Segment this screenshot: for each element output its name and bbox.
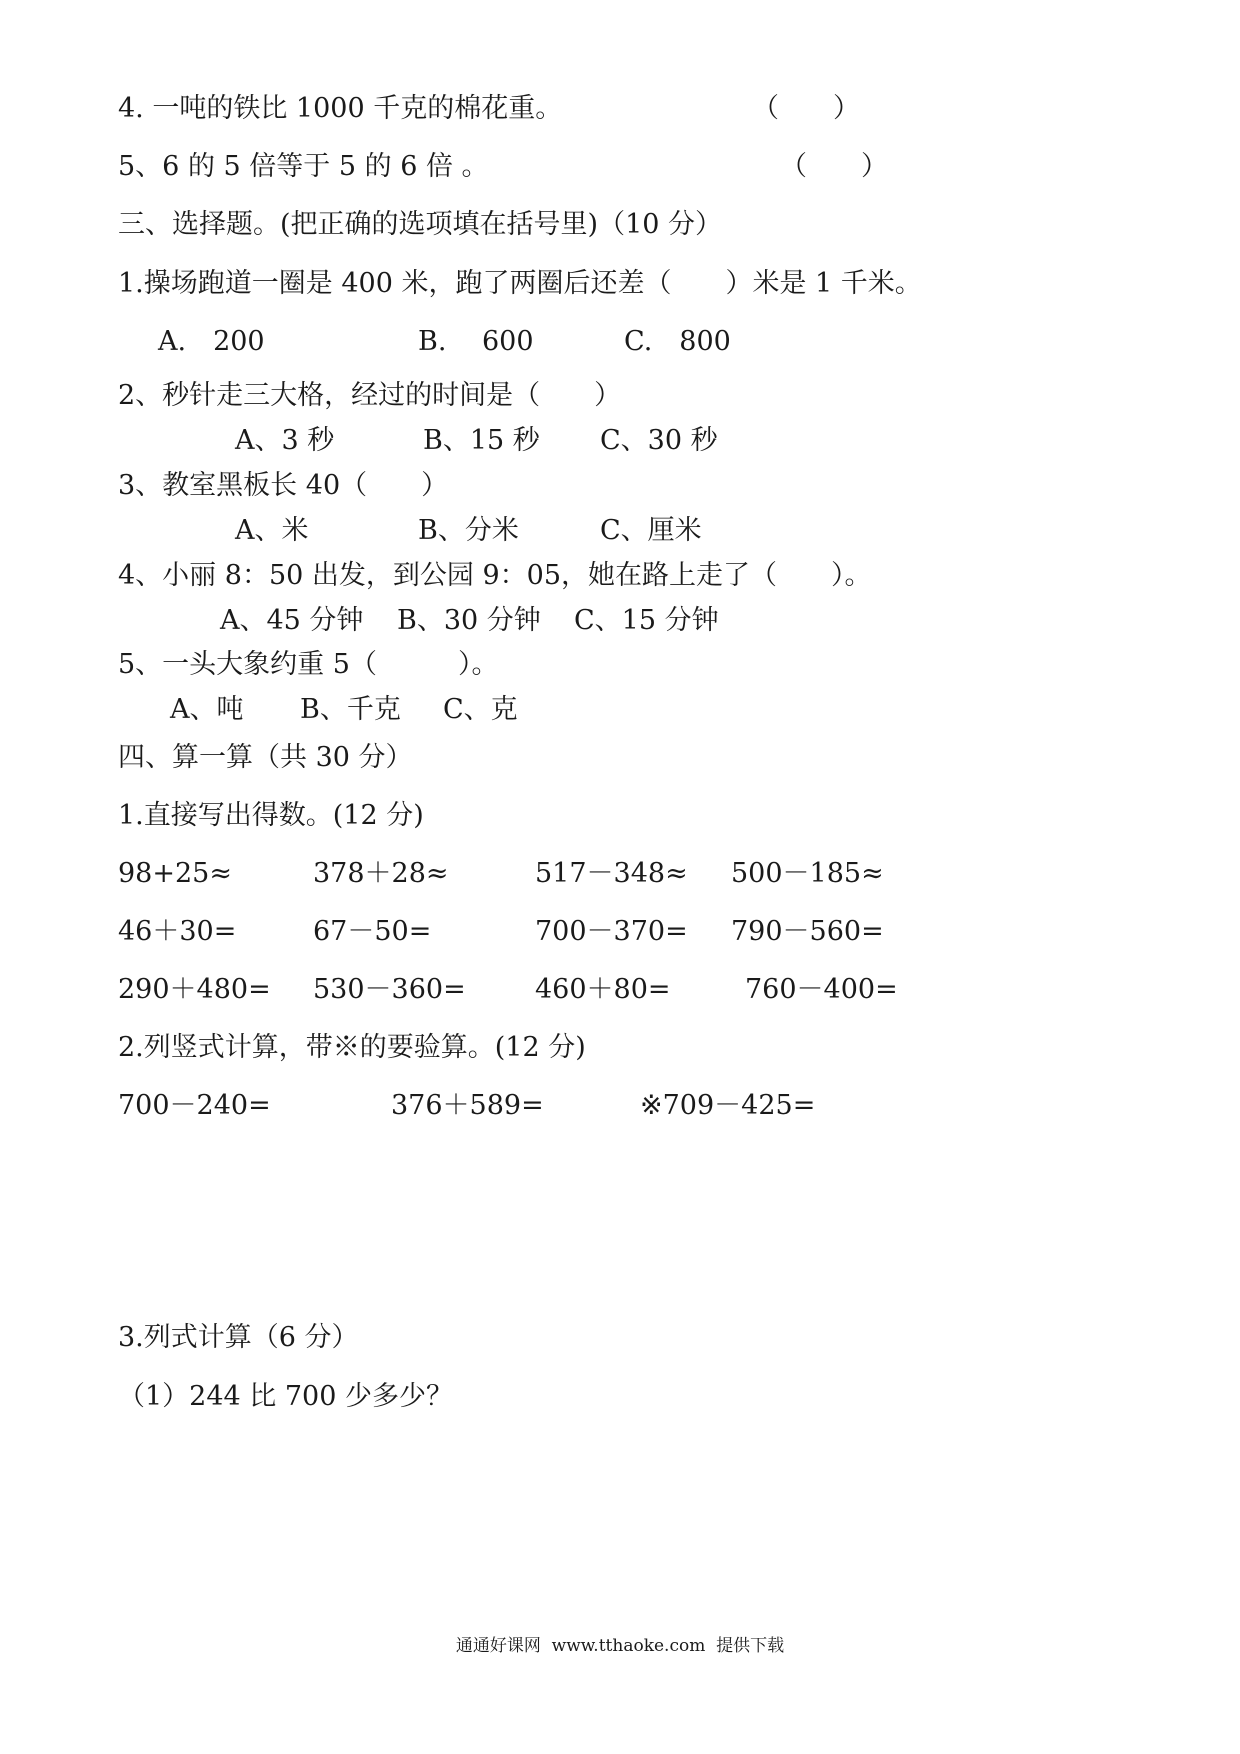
option-c: C、厘米 xyxy=(600,515,702,546)
option-a: A、米 xyxy=(235,515,309,546)
option-b: B、30 分钟 xyxy=(397,605,541,636)
expression: 530－360= xyxy=(313,974,466,1005)
answer-bracket: （ ） xyxy=(752,93,860,124)
expression: 517－348≈ xyxy=(535,858,688,889)
expression: 460＋80= xyxy=(535,974,671,1005)
expression: 376＋589= xyxy=(391,1090,544,1121)
section-heading-calc: 四、算一算（共 30 分） xyxy=(118,742,413,773)
option-b: B、千克 xyxy=(300,694,401,725)
option-c: C. 800 xyxy=(624,326,731,357)
calc-part3-title: 3.列式计算（6 分） xyxy=(118,1322,359,1353)
judge-question-5-text: 5、6 的 5 倍等于 5 的 6 倍 。 xyxy=(118,151,489,182)
option-a: A、3 秒 xyxy=(235,425,335,456)
option-c: C、克 xyxy=(443,694,518,725)
page-footer: 通通好课网 www.tthaoke.com 提供下载 xyxy=(455,1636,785,1656)
question-stem: 2、秒针走三大格，经过的时间是（ ） xyxy=(118,380,622,411)
option-b: B. 600 xyxy=(418,326,534,357)
calc-part2-title: 2.列竖式计算，带※的要验算。(12 分) xyxy=(118,1032,586,1063)
judge-question-4-text: 4. 一吨的铁比 1000 千克的棉花重。 xyxy=(118,93,563,124)
expression: 290＋480= xyxy=(118,974,271,1005)
section-heading-choice: 三、选择题。(把正确的选项填在括号里)（10 分） xyxy=(118,209,723,240)
question-stem: 1.操场跑道一圈是 400 米，跑了两圈后还差（ ）米是 1 千米。 xyxy=(118,268,922,299)
question-stem: 3、教室黑板长 40（ ） xyxy=(118,470,449,501)
question-stem: 5、一头大象约重 5（ ）。 xyxy=(118,649,499,680)
option-a: A、45 分钟 xyxy=(220,605,364,636)
question-stem: 4、小丽 8：50 出发，到公园 9：05，她在路上走了（ ）。 xyxy=(118,560,872,591)
expression: 46＋30= xyxy=(118,916,237,947)
expression: 700－240= xyxy=(118,1090,271,1121)
option-a: A. 200 xyxy=(158,326,265,357)
answer-bracket: （ ） xyxy=(780,151,888,182)
expression: 378＋28≈ xyxy=(313,858,449,889)
expression: 700－370= xyxy=(535,916,688,947)
option-b: B、15 秒 xyxy=(423,425,540,456)
expression: ※709－425= xyxy=(640,1090,816,1121)
option-b: B、分米 xyxy=(418,515,519,546)
option-a: A、吨 xyxy=(170,694,244,725)
calc-part3-question-1: （1）244 比 700 少多少？ xyxy=(118,1381,453,1412)
expression: 760－400= xyxy=(745,974,898,1005)
expression: 500－185≈ xyxy=(731,858,884,889)
expression: 98+25≈ xyxy=(118,858,232,889)
option-c: C、30 秒 xyxy=(600,425,718,456)
expression: 790－560= xyxy=(731,916,884,947)
option-c: C、15 分钟 xyxy=(574,605,719,636)
calc-part1-title: 1.直接写出得数。(12 分) xyxy=(118,800,424,831)
expression: 67－50= xyxy=(313,916,432,947)
